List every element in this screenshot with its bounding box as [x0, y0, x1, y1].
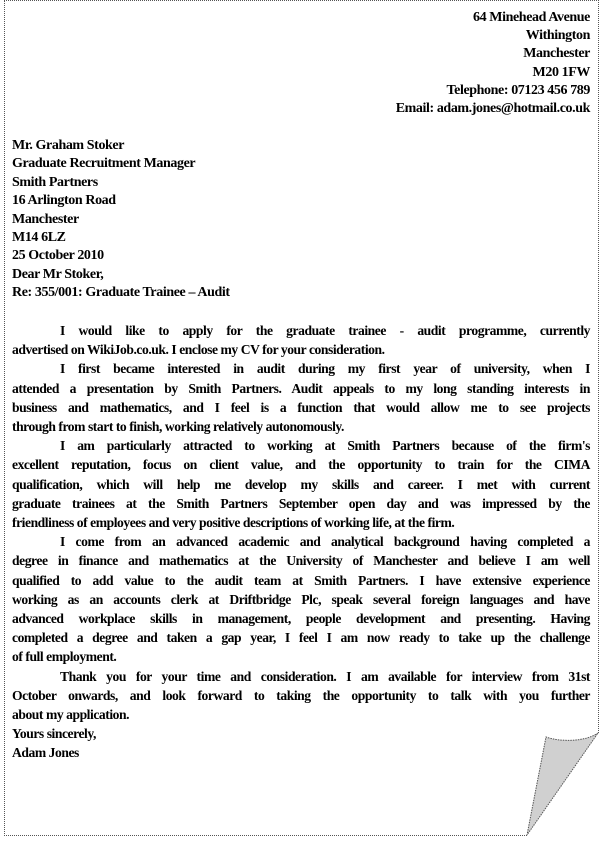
- paragraph-line: I am particularly attracted to working at Smith Partners because of the firm's: [60, 438, 590, 454]
- sender-address-line: 64 Minehead Avenue: [473, 10, 590, 25]
- paragraph-line: I first became interested in audit during my first year of university, when I: [60, 361, 590, 377]
- paragraph-line: about my application.: [12, 707, 130, 723]
- body-paragraph: [12, 321, 590, 359]
- body-paragraph: [12, 359, 590, 436]
- paragraph-line: graduate trainees at the Smith Partners September open day and was impressed by the: [12, 495, 590, 511]
- body-paragraph: [12, 667, 590, 725]
- paragraph-line: excellent reputation, focus on client value, and the opportunity to train for the CIMA: [12, 457, 590, 473]
- letter-date: 25 October 2010: [12, 248, 104, 264]
- paragraph-line: of full employment.: [12, 649, 117, 665]
- sender-email: Email: adam.jones@hotmail.co.uk: [395, 101, 590, 117]
- reference-line: Re: 355/001: Graduate Trainee – Audit: [12, 285, 230, 301]
- body-paragraph: [12, 436, 590, 532]
- recipient-line: M14 6LZ: [12, 230, 66, 246]
- paragraph-line: October onwards, and look forward to taking the opportunity to talk with you further: [12, 687, 590, 703]
- sender-telephone: Telephone: 07123 456 789: [446, 82, 590, 98]
- paragraph-line: qualification, which will help me develop my skills and career. I met with current: [12, 476, 590, 492]
- recipient-line: 16 Arlington Road: [12, 193, 116, 209]
- paragraph-line: degree in finance and mathematics at the University of Manchester and believe I am well: [12, 553, 590, 569]
- paragraph-line: attended a presentation by Smith Partners. Audit appeals to my long standing interests in: [12, 380, 590, 396]
- sender-address: [396, 9, 590, 118]
- salutation: Dear Mr Stoker,: [12, 266, 104, 282]
- recipient-line: Graduate Recruitment Manager: [12, 156, 196, 172]
- paragraph-line: business and mathematics, and I feel is a function that would allow me to see projects: [12, 399, 590, 415]
- paragraph-line: completed a degree and taken a gap year, I feel I am now ready to take up the challenge: [12, 630, 590, 646]
- sender-address-line: Manchester: [523, 46, 590, 62]
- sender-address-line: Withington: [525, 28, 590, 44]
- paragraph-line: qualified to add value to the audit team at Smith Partners. I have extensive experience: [12, 572, 590, 588]
- sender-address-line: M20 1FW: [532, 64, 590, 80]
- paragraph-line: I come from an advanced academic and analytical background having completed a: [60, 534, 590, 550]
- signature: Adam Jones: [12, 745, 79, 761]
- letter-body: [12, 321, 590, 763]
- closing: Yours sincerely,: [12, 726, 96, 742]
- body-paragraph: [12, 532, 590, 666]
- recipient-line: Manchester: [12, 211, 79, 227]
- paragraph-line: working as an accounts clerk at Driftbridge Plc, speak several foreign languages and have: [12, 591, 590, 607]
- recipient-line: Mr. Graham Stoker: [12, 138, 125, 153]
- paragraph-line: I would like to apply for the graduate trainee - audit programme, currently: [60, 323, 590, 338]
- paragraph-line: through from start to finish, working relatively autonomously.: [12, 419, 344, 435]
- paragraph-line: advertised on WikiJob.co.uk. I enclose my CV for your consideration.: [12, 342, 385, 358]
- paragraph-line: friendliness of employees and very positive descriptions of working life, at the firm.: [12, 515, 455, 531]
- paragraph-line: advanced workplace skills in management, people development and presenting. Having: [12, 611, 590, 627]
- recipient-line: Smith Partners: [12, 174, 98, 190]
- paragraph-line: Thank you for your time and consideration. I am available for interview from 31st: [60, 668, 590, 684]
- recipient-block: [12, 137, 230, 303]
